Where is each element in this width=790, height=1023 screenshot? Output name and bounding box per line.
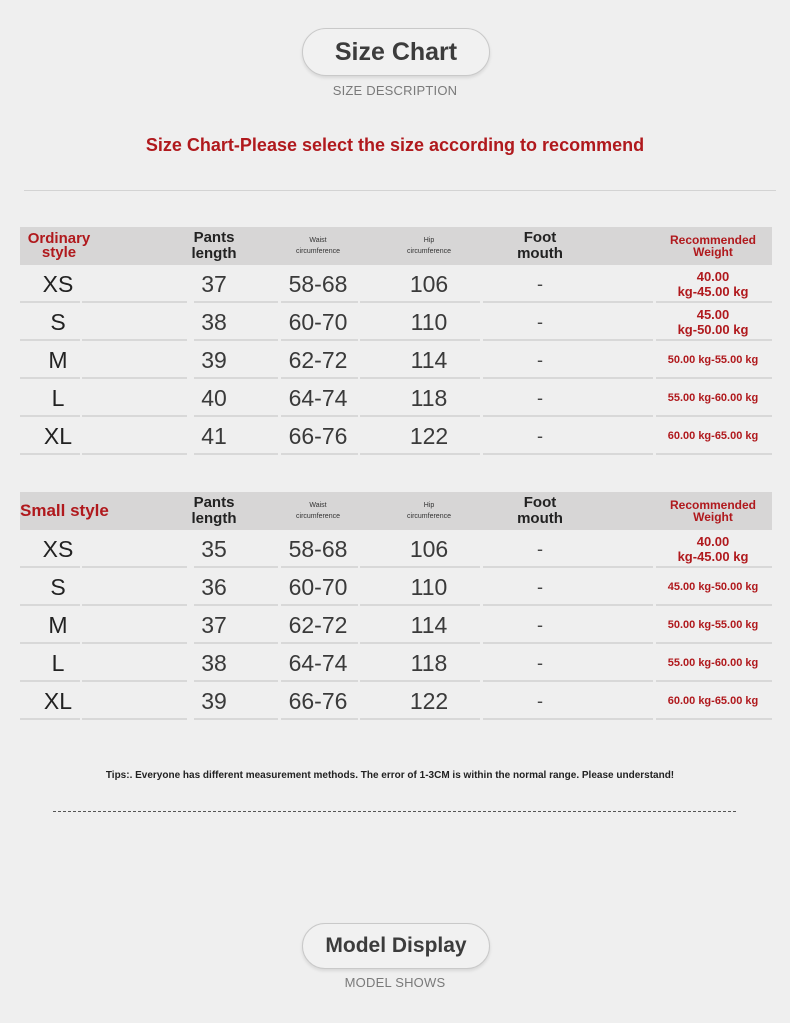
- foot-mouth-header-line: mouth: [517, 245, 563, 262]
- table-row: [20, 644, 772, 682]
- size-cell: L: [51, 384, 65, 411]
- cell-underline: [20, 718, 80, 720]
- waist-cell: 66-76: [288, 687, 348, 714]
- weight-line: 60.00 kg-65.00 kg: [667, 429, 759, 442]
- foot-cell: -: [537, 576, 543, 597]
- style-title-line: style: [41, 244, 77, 261]
- cell-underline: [483, 453, 653, 455]
- waist-header: [276, 227, 360, 265]
- weight-line: 60.00 kg-65.00 kg: [667, 694, 759, 707]
- waist-header-line: circumference: [296, 513, 340, 520]
- foot-mouth-header: [500, 227, 580, 265]
- waist-cell: 64-74: [288, 384, 348, 411]
- hip-cell: 110: [410, 308, 448, 335]
- weight-line: 45.00 kg-50.00 kg: [667, 580, 759, 593]
- pants-length-header: [168, 227, 260, 265]
- style-title: [20, 492, 116, 530]
- hip-cell: 122: [409, 687, 449, 714]
- pants-cell: 39: [201, 346, 227, 373]
- foot-cell: -: [537, 690, 543, 711]
- hip-header-line: circumference: [407, 248, 451, 255]
- cell-underline: [82, 718, 187, 720]
- foot-cell: -: [537, 273, 543, 294]
- pants-length-header-line: length: [191, 245, 237, 262]
- waist-cell: 58-68: [288, 535, 348, 562]
- size-cell: XS: [42, 270, 74, 297]
- style-title-line: Ordinary: [27, 230, 91, 247]
- size-cell: L: [51, 649, 65, 676]
- weight-cell: [654, 379, 772, 417]
- table-row: [20, 417, 772, 455]
- waist-cell: 60-70: [288, 308, 348, 335]
- hip-cell: 114: [410, 611, 448, 638]
- table-row: [20, 379, 772, 417]
- recommended-weight-header-line: Recommended: [669, 498, 757, 512]
- recommended-weight-header-line: Weight: [693, 245, 733, 259]
- style-title-line: Small style: [20, 501, 109, 520]
- weight-line: 50.00 kg-55.00 kg: [667, 618, 759, 631]
- hip-header-line: Hip: [423, 237, 435, 244]
- hip-cell: 118: [410, 384, 448, 411]
- cell-underline: [656, 453, 772, 455]
- weight-cell: [654, 568, 772, 606]
- ordinary-style-table: [20, 227, 772, 455]
- size-cell: S: [50, 308, 66, 335]
- pants-length-header: [168, 492, 260, 530]
- waist-cell: 62-72: [288, 611, 348, 638]
- cell-underline: [360, 718, 480, 720]
- waist-cell: 62-72: [288, 346, 348, 373]
- cell-underline: [194, 453, 278, 455]
- pants-cell: 40: [201, 384, 227, 411]
- pants-cell: 41: [201, 422, 227, 449]
- weight-cell: [654, 265, 772, 303]
- weight-line: 40.00: [696, 534, 730, 549]
- table-row: [20, 568, 772, 606]
- weight-cell: [654, 530, 772, 568]
- hip-header: [382, 227, 476, 265]
- pants-cell: 35: [201, 535, 227, 562]
- recommended-weight-header-line: Weight: [693, 510, 733, 524]
- hip-cell: 122: [409, 422, 449, 449]
- table-header: [20, 227, 772, 265]
- size-chart-headline: Size Chart-Please select the size according to recommend: [145, 135, 645, 155]
- hip-cell: 106: [409, 535, 449, 562]
- recommended-weight-header: [654, 492, 772, 530]
- cell-underline: [656, 718, 772, 720]
- weight-cell: [654, 682, 772, 720]
- cell-underline: [20, 453, 80, 455]
- foot-cell: -: [537, 349, 543, 370]
- table-row: [20, 341, 772, 379]
- small-style-table: [20, 492, 772, 720]
- hip-header-line: circumference: [407, 513, 451, 520]
- waist-cell: 66-76: [288, 422, 348, 449]
- weight-line: 55.00 kg-60.00 kg: [667, 391, 759, 404]
- measurement-tips: Tips:. Everyone has different measurement methods. The error of 1-3CM is within the normal range. Please understand!: [105, 770, 675, 781]
- weight-line: 45.00: [696, 307, 730, 322]
- foot-cell: -: [537, 425, 543, 446]
- divider: [24, 190, 776, 191]
- waist-cell: 58-68: [288, 270, 348, 297]
- pants-length-header-line: Pants: [193, 494, 235, 511]
- weight-cell: [654, 606, 772, 644]
- waist-cell: 64-74: [288, 649, 348, 676]
- cell-underline: [281, 453, 358, 455]
- hip-header: [382, 492, 476, 530]
- table-row: [20, 682, 772, 720]
- hip-cell: 110: [410, 573, 448, 600]
- waist-header: [276, 492, 360, 530]
- weight-line: 50.00 kg-55.00 kg: [667, 353, 759, 366]
- foot-cell: -: [537, 614, 543, 635]
- model-display-title: Model Display: [302, 923, 490, 969]
- cell-underline: [194, 718, 278, 720]
- table-header: [20, 492, 772, 530]
- weight-line: 55.00 kg-60.00 kg: [667, 656, 759, 669]
- size-chart-title: Size Chart: [302, 28, 490, 76]
- foot-cell: -: [537, 387, 543, 408]
- hip-header-line: Hip: [423, 502, 435, 509]
- pants-cell: 37: [201, 611, 227, 638]
- foot-mouth-header-line: mouth: [517, 510, 563, 527]
- weight-cell: [654, 303, 772, 341]
- waist-header-line: Waist: [309, 502, 327, 509]
- table-row: [20, 265, 772, 303]
- style-title: [20, 227, 98, 265]
- size-cell: XL: [43, 422, 73, 449]
- waist-header-line: circumference: [296, 248, 340, 255]
- pants-cell: 38: [201, 649, 227, 676]
- pants-length-header-line: Pants: [193, 229, 235, 246]
- hip-cell: 114: [410, 346, 448, 373]
- table-row: [20, 530, 772, 568]
- foot-mouth-header-line: Foot: [523, 494, 557, 511]
- size-cell: S: [50, 573, 66, 600]
- recommended-weight-header: [654, 227, 772, 265]
- size-cell: M: [48, 611, 68, 638]
- foot-mouth-header-line: Foot: [523, 229, 557, 246]
- table-row: [20, 606, 772, 644]
- cell-underline: [82, 453, 187, 455]
- hip-cell: 106: [409, 270, 449, 297]
- cell-underline: [360, 453, 480, 455]
- foot-cell: -: [537, 652, 543, 673]
- size-cell: XL: [43, 687, 73, 714]
- weight-line: kg-45.00 kg: [677, 284, 749, 299]
- weight-cell: [654, 417, 772, 455]
- size-cell: XS: [42, 535, 74, 562]
- recommended-weight-header-line: Recommended: [669, 233, 757, 247]
- foot-cell: -: [537, 311, 543, 332]
- weight-cell: [654, 341, 772, 379]
- size-cell: M: [48, 346, 68, 373]
- foot-mouth-header: [500, 492, 580, 530]
- foot-cell: -: [537, 538, 543, 559]
- pants-cell: 37: [201, 270, 227, 297]
- cell-underline: [483, 718, 653, 720]
- weight-cell: [654, 644, 772, 682]
- weight-line: kg-50.00 kg: [677, 322, 749, 337]
- pants-length-header-line: length: [191, 510, 237, 527]
- hip-cell: 118: [410, 649, 448, 676]
- pants-cell: 39: [201, 687, 227, 714]
- size-description-subtitle: SIZE DESCRIPTION: [332, 83, 458, 98]
- table-row: [20, 303, 772, 341]
- waist-header-line: Waist: [309, 237, 327, 244]
- weight-line: kg-45.00 kg: [677, 549, 749, 564]
- pants-cell: 38: [201, 308, 227, 335]
- model-shows-subtitle: MODEL SHOWS: [344, 975, 446, 990]
- cell-underline: [281, 718, 358, 720]
- waist-cell: 60-70: [288, 573, 348, 600]
- pants-cell: 36: [201, 573, 227, 600]
- weight-line: 40.00: [696, 269, 730, 284]
- dashed-divider: [53, 811, 736, 812]
